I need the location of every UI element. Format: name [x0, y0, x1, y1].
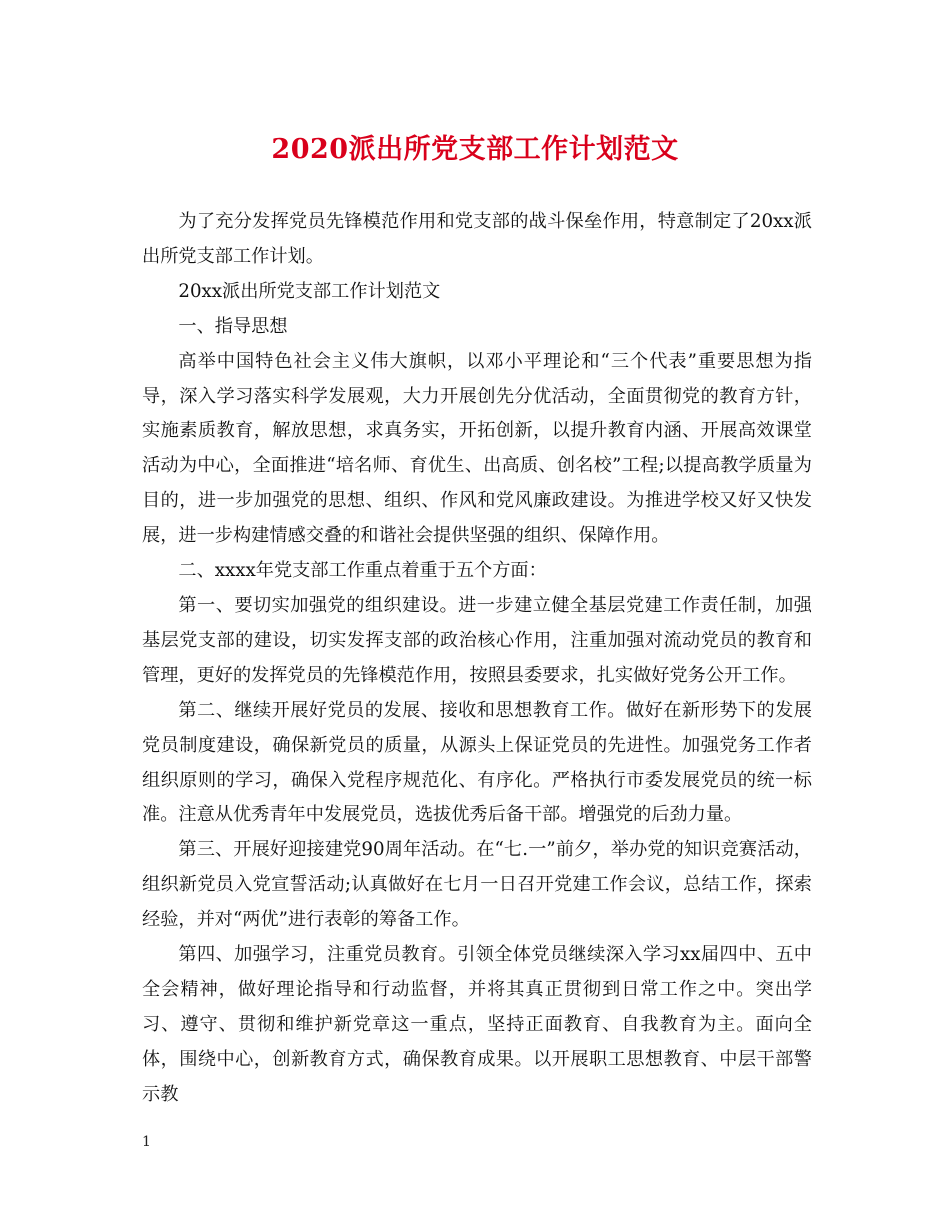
section-heading-key-work: 二、xxxx年党支部工作重点着重于五个方面：	[178, 560, 547, 582]
key-work-fourth-paragraph: 第四、加强学习，注重党员教育。引领全体党员继续深入学习xx届四中、五中全会精神，做好理论指导和行动监督，并将其真正贯彻到日常工作之中。突出学习、遵守、贯彻和维护新党章这一重点，坚持正面教育、自我教育为主。面向全体，围绕中心，创新教育方式，确保教育成果。以开展职工思想教育、中层干部警示教	[142, 944, 812, 1105]
subtitle-paragraph: 20xx派出所党支部工作计划范文	[178, 280, 441, 302]
page-number: 1	[142, 1134, 151, 1150]
document-title: 2020派出所党支部工作计划范文	[271, 134, 679, 165]
intro-paragraph: 为了充分发挥党员先锋模范作用和党支部的战斗保垒作用，特意制定了20xx派出所党支部工作计划。	[142, 211, 812, 267]
section-heading-guiding-thought: 一、指导思想	[178, 315, 288, 337]
key-work-first-paragraph: 第一、要切实加强党的组织建设。进一步建立健全基层党建工作责任制，加强基层党支部的建设，切实发挥支部的政治核心作用，注重加强对流动党员的教育和管理，更好的发挥党员的先锋模范作用，按照县委要求，扎实做好党务公开工作。	[142, 594, 812, 686]
key-work-third-paragraph: 第三、开展好迎接建党90周年活动。在“七.一”前夕，举办党的知识竞赛活动，组织新党员入党宣誓活动;认真做好在七月一日召开党建工作会议，总结工作，探索经验，并对“两优”进行表彰的筹备工作。	[142, 839, 812, 931]
key-work-second-paragraph: 第二、继续开展好党员的发展、接收和思想教育工作。做好在新形势下的发展党员制度建设，确保新党员的质量，从源头上保证党员的先进性。加强党务工作者组织原则的学习，确保入党程序规范化、有序化。严格执行市委发展党员的统一标准。注意从优秀青年中发展党员，选拔优秀后备干部。增强党的后劲力量。	[142, 699, 812, 826]
guiding-thought-paragraph: 高举中国特色社会主义伟大旗帜，以邓小平理论和“三个代表”重要思想为指导，深入学习落实科学发展观，大力开展创先分优活动，全面贯彻党的教育方针，实施素质教育，解放思想，求真务实，开拓创新，以提升教育内涵、开展高效课堂活动为中心，全面推进“培名师、育优生、出高质、创名校”工程;以提高教学质量为目的，进一步加强党的思想、组织、作风和党风廉政建设。为推进学校又好又快发展，进一步构建情感交叠的和谐社会提供坚强的组织、保障作用。	[142, 350, 812, 547]
document-body	[142, 205, 812, 1113]
